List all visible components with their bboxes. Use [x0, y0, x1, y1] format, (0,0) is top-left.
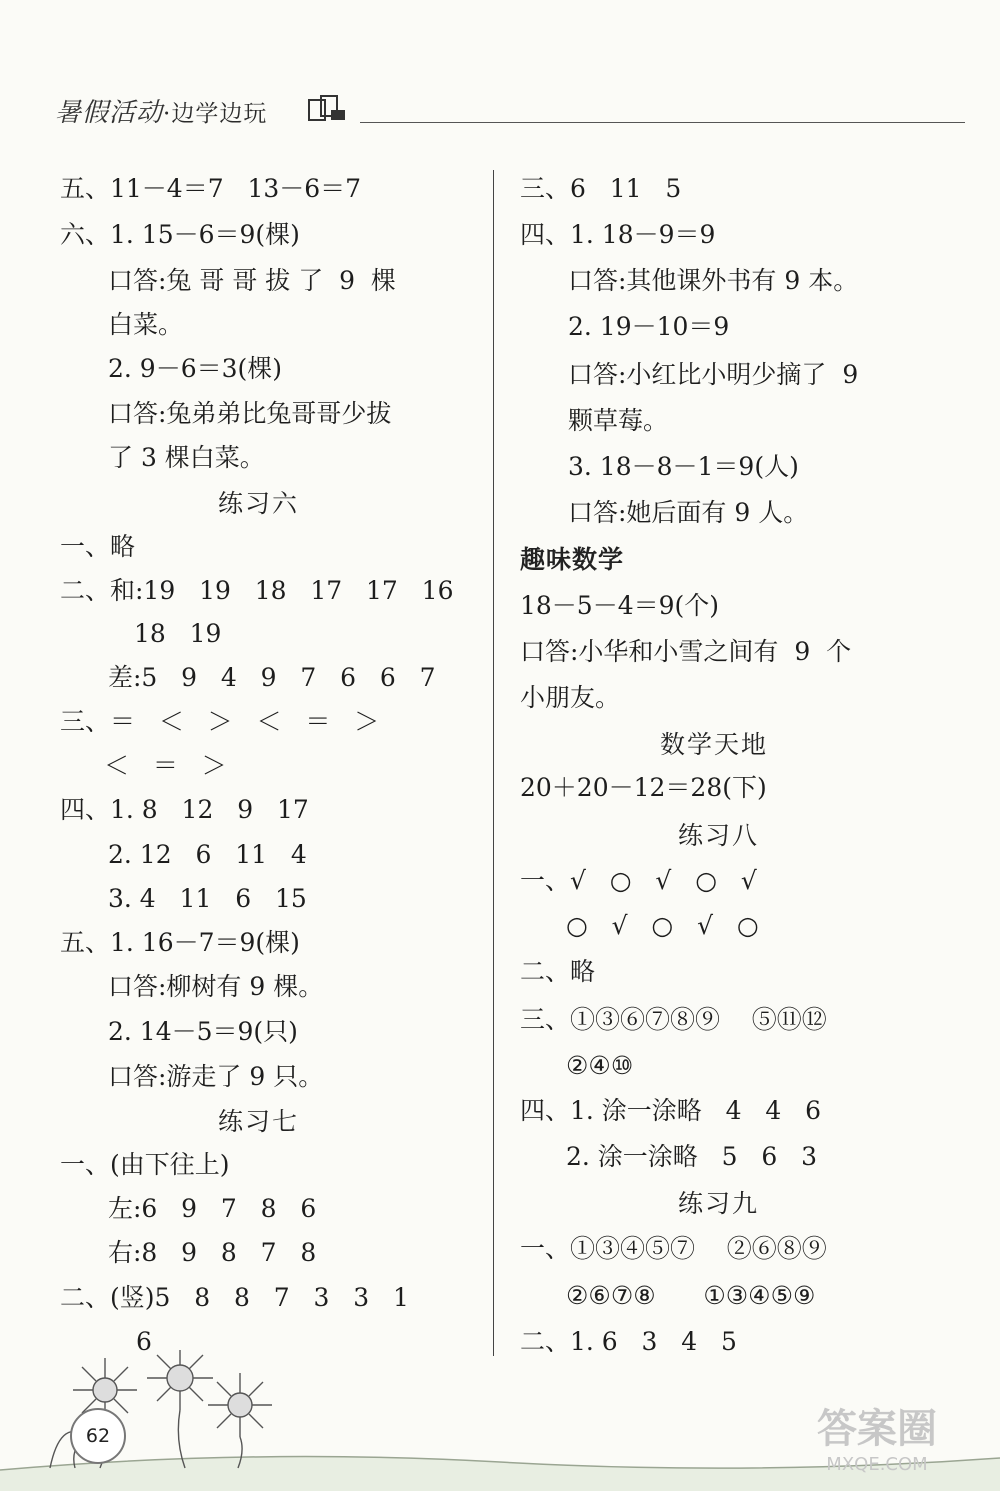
answer-line: 2. 9－6＝3(棵): [108, 354, 283, 383]
header-rule: [360, 122, 965, 123]
watermark: [782, 1405, 972, 1485]
answer-line: 左:6 9 7 8 6: [108, 1194, 317, 1223]
answer-line: ②⑥⑦⑧ ①③④⑤⑨: [566, 1281, 816, 1310]
answer-line: 三、6 11 5: [520, 174, 682, 203]
answer-line: 2. 涂一涂略 5 6 3: [566, 1142, 818, 1171]
answer-line: 四、1. 18－9＝9: [520, 220, 716, 249]
answer-line: ＜ ＝ ＞: [104, 751, 227, 780]
answer-line: 四、1. 涂一涂略 4 4 6: [520, 1096, 822, 1125]
answer-line: 2. 12 6 11 4: [108, 840, 307, 869]
answer-line: 18 19: [134, 619, 222, 648]
answer-line: 2. 19－10＝9: [568, 312, 730, 341]
answer-line: 一、略: [60, 532, 136, 561]
page-number: 62: [70, 1408, 126, 1464]
answer-line: ○ √ ○ √ ○: [566, 911, 759, 940]
page-header: [55, 92, 965, 132]
section-title: 练习六: [218, 489, 300, 518]
answer-line: 四、1. 8 12 9 17: [60, 795, 309, 824]
answer-line: 三、＝ ＜ ＞ ＜ ＝ ＞: [60, 707, 380, 736]
section-title: 练习八: [678, 821, 760, 850]
answer-line: 一、①③④⑤⑦ ②⑥⑧⑨: [520, 1234, 827, 1263]
answer-line: 口答:小红比小明少摘了 9: [568, 360, 859, 389]
answer-line: 18－5－4＝9(个): [520, 591, 720, 620]
column-divider: [493, 170, 494, 1356]
brand-sub: ·边学边玩: [163, 101, 268, 127]
answer-line: 右:8 9 8 7 8: [108, 1238, 317, 1267]
brand-main: 暑假活动: [55, 98, 164, 128]
answer-line: 差:5 9 4 9 7 6 6 7: [108, 663, 436, 692]
answer-line: 颗草莓。: [568, 406, 669, 435]
answer-line: ②④⑩: [566, 1051, 634, 1080]
answer-line: 六、1. 15－6＝9(棵): [60, 220, 300, 249]
answer-line: 二、1. 6 3 4 5: [520, 1327, 737, 1356]
answer-line: 6: [136, 1327, 152, 1356]
answer-line: 了 3 棵白菜。: [108, 443, 265, 472]
answer-line: 一、(由下往上): [60, 1150, 230, 1179]
section-title: 练习九: [678, 1189, 760, 1218]
answer-line: 小朋友。: [520, 683, 621, 712]
answer-line: 3. 18－8－1＝9(人): [568, 452, 799, 481]
answer-line: 二、略: [520, 957, 596, 986]
answer-line: 2. 14－5＝9(只): [108, 1017, 298, 1046]
watermark-main: 答案圈: [817, 1406, 937, 1452]
watermark-url: MXQE.COM: [826, 1454, 928, 1475]
answer-line: 五、11－4＝7 13－6＝7: [60, 174, 362, 203]
answer-line: 口答:其他课外书有 9 本。: [568, 266, 859, 295]
answer-line: 口答:游走了 9 只。: [108, 1062, 324, 1091]
answer-line: 20＋20－12＝28(下): [520, 773, 767, 802]
answer-line: 一、√ ○ √ ○ √: [520, 866, 757, 895]
section-title: 趣味数学: [520, 545, 625, 574]
answer-line: 口答:兔弟弟比兔哥哥少拔: [108, 399, 392, 428]
section-title: 练习七: [218, 1107, 300, 1136]
answer-line: 白菜。: [108, 310, 184, 339]
answer-line: 三、①③⑥⑦⑧⑨ ⑤⑪⑫: [520, 1005, 827, 1034]
book-logo-icon: [307, 94, 349, 124]
answer-line: 二、和:19 19 18 17 17 16: [60, 576, 454, 605]
answer-line: 口答:她后面有 9 人。: [568, 498, 809, 527]
section-title: 数学天地: [660, 730, 769, 759]
brand-title: [55, 92, 267, 129]
answer-line: 口答:小华和小雪之间有 9 个: [520, 637, 852, 666]
answer-line: 口答:兔 哥 哥 拔 了 9 棵: [108, 266, 396, 295]
answer-line: 五、1. 16－7＝9(棵): [60, 928, 300, 957]
answer-line: 二、(竖)5 8 8 7 3 3 1: [60, 1283, 409, 1312]
answer-line: 3. 4 11 6 15: [108, 884, 307, 913]
answer-line: 口答:柳树有 9 棵。: [108, 972, 324, 1001]
